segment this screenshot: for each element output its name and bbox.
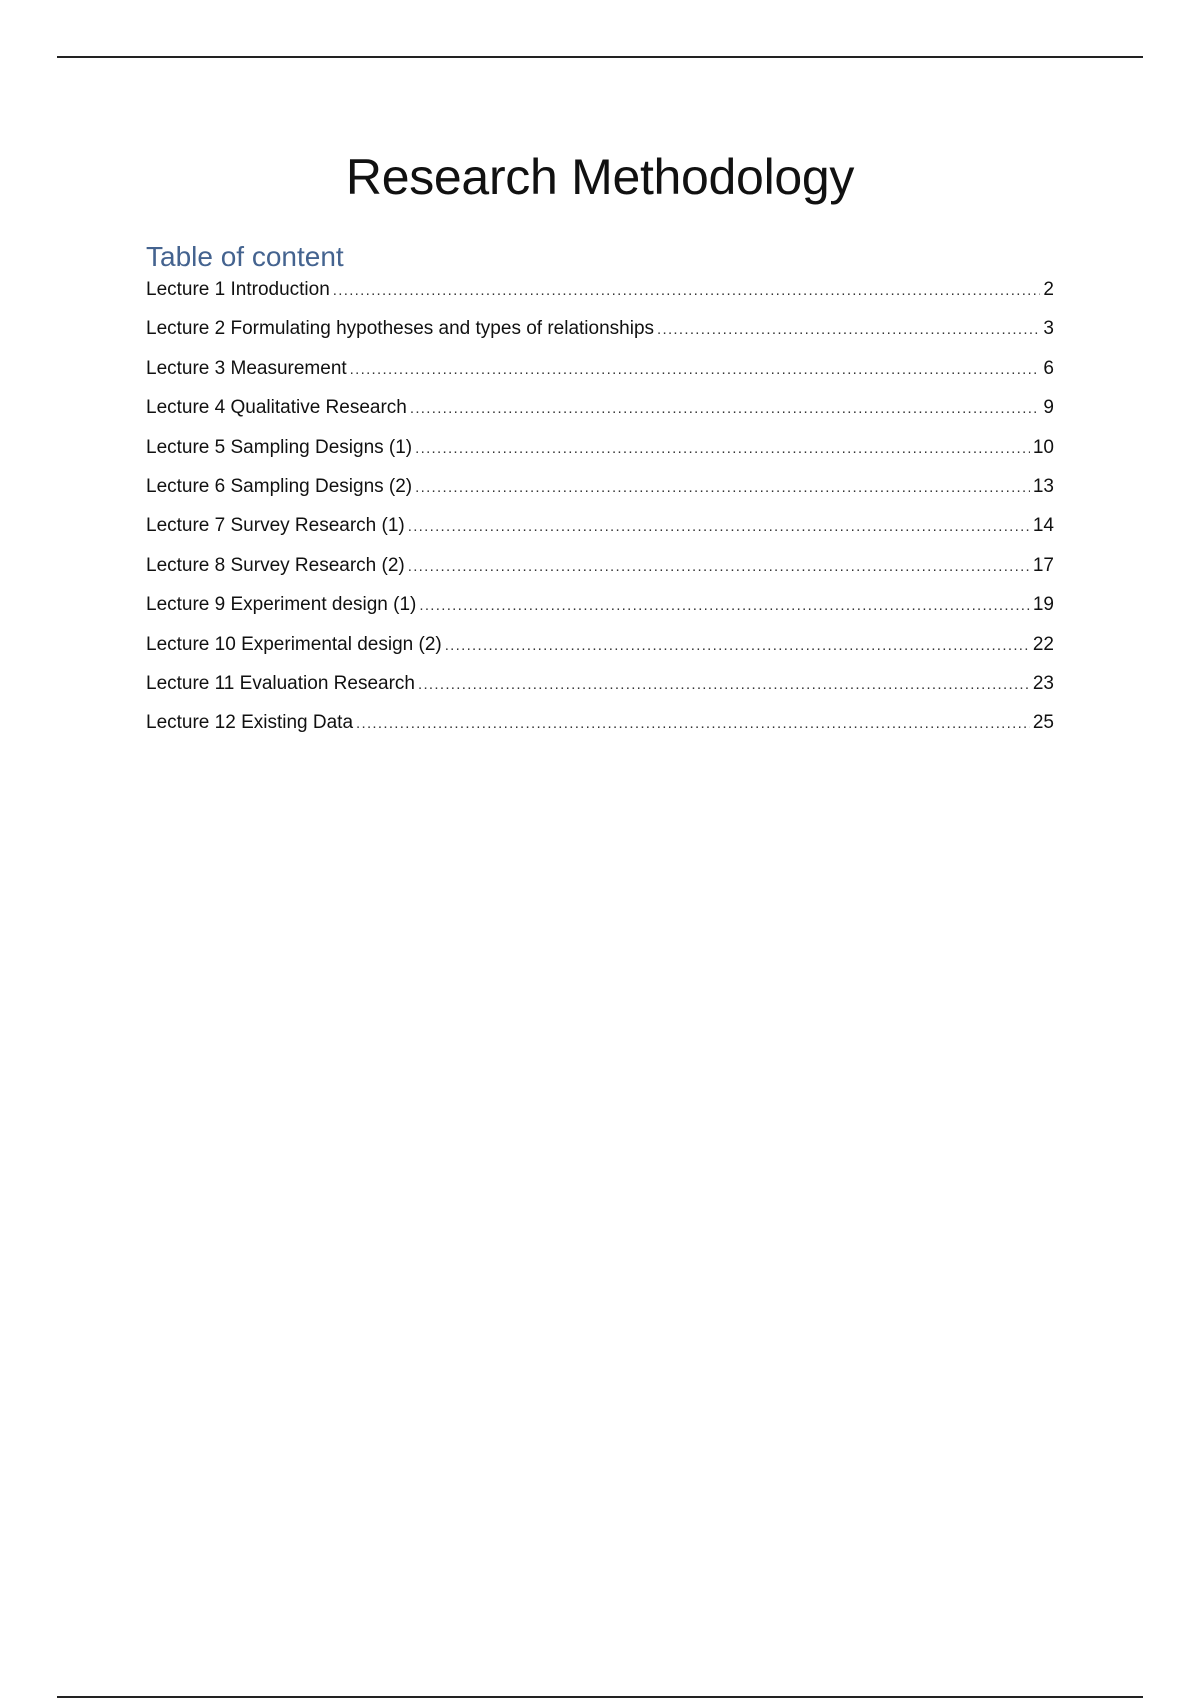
toc-entry-label: Lecture 10 Experimental design (2) <box>146 633 442 655</box>
toc-dot-leader <box>356 715 1030 732</box>
toc-entry-page: 23 <box>1032 672 1054 694</box>
toc-entry-label: Lecture 9 Experiment design (1) <box>146 594 417 616</box>
toc-entry[interactable] <box>146 358 1054 397</box>
toc-entry-label: Lecture 6 Sampling Designs (2) <box>146 475 413 497</box>
toc-entry-label: Lecture 5 Sampling Designs (1) <box>146 436 413 458</box>
toc-entry[interactable] <box>146 594 1054 633</box>
toc-entry[interactable] <box>146 437 1054 476</box>
toc-dot-leader <box>445 637 1030 654</box>
toc-entry[interactable] <box>146 634 1054 673</box>
toc-entry[interactable] <box>146 279 1054 318</box>
toc-entry[interactable] <box>146 318 1054 357</box>
toc-dot-leader <box>415 440 1030 457</box>
toc-entry-label: Lecture 4 Qualitative Research <box>146 397 407 419</box>
header-rule <box>57 56 1143 58</box>
toc-dot-leader <box>419 597 1029 614</box>
toc-entry-label: Lecture 1 Introduction <box>146 279 330 300</box>
toc-entry-label: Lecture 8 Survey Research (2) <box>146 554 405 576</box>
toc-entry-page: 25 <box>1032 712 1054 734</box>
toc-entry-page: 3 <box>1043 318 1054 340</box>
toc-entry-label: Lecture 12 Existing Data <box>146 712 354 734</box>
toc-entry[interactable] <box>146 555 1054 594</box>
toc-heading: Table of content <box>146 241 344 272</box>
toc-entry-page: 6 <box>1043 357 1054 379</box>
footer-rule <box>57 1696 1143 1698</box>
toc-entry[interactable] <box>146 712 1054 751</box>
toc-entry-page: 17 <box>1032 554 1054 576</box>
toc-entry-page: 10 <box>1032 436 1054 458</box>
toc-entry-page: 14 <box>1032 515 1054 537</box>
toc-dot-leader <box>408 518 1030 535</box>
toc-entry-page: 13 <box>1032 475 1054 497</box>
toc-dot-leader <box>333 282 1041 299</box>
toc-entry-label: Lecture 7 Survey Research (1) <box>146 515 405 537</box>
toc-dot-leader <box>657 321 1040 338</box>
toc-entry-label: Lecture 3 Measurement <box>146 357 347 379</box>
table-of-contents <box>146 279 1054 752</box>
toc-dot-leader <box>410 400 1041 417</box>
toc-entry[interactable] <box>146 476 1054 515</box>
toc-entry-page: 9 <box>1043 397 1054 419</box>
document-title: Research Methodology <box>345 149 855 205</box>
toc-entry[interactable] <box>146 515 1054 554</box>
toc-entry[interactable] <box>146 397 1054 436</box>
toc-dot-leader <box>408 558 1030 575</box>
toc-dot-leader <box>418 676 1030 693</box>
toc-dot-leader <box>350 361 1041 378</box>
toc-entry[interactable] <box>146 673 1054 712</box>
toc-entry-page: 22 <box>1032 633 1054 655</box>
toc-dot-leader <box>415 479 1030 496</box>
toc-entry-label: Lecture 2 Formulating hypotheses and types of relationships <box>146 318 655 340</box>
toc-entry-page: 19 <box>1032 594 1054 616</box>
toc-entry-page: 2 <box>1043 279 1054 300</box>
toc-entry-label: Lecture 11 Evaluation Research <box>146 672 415 694</box>
